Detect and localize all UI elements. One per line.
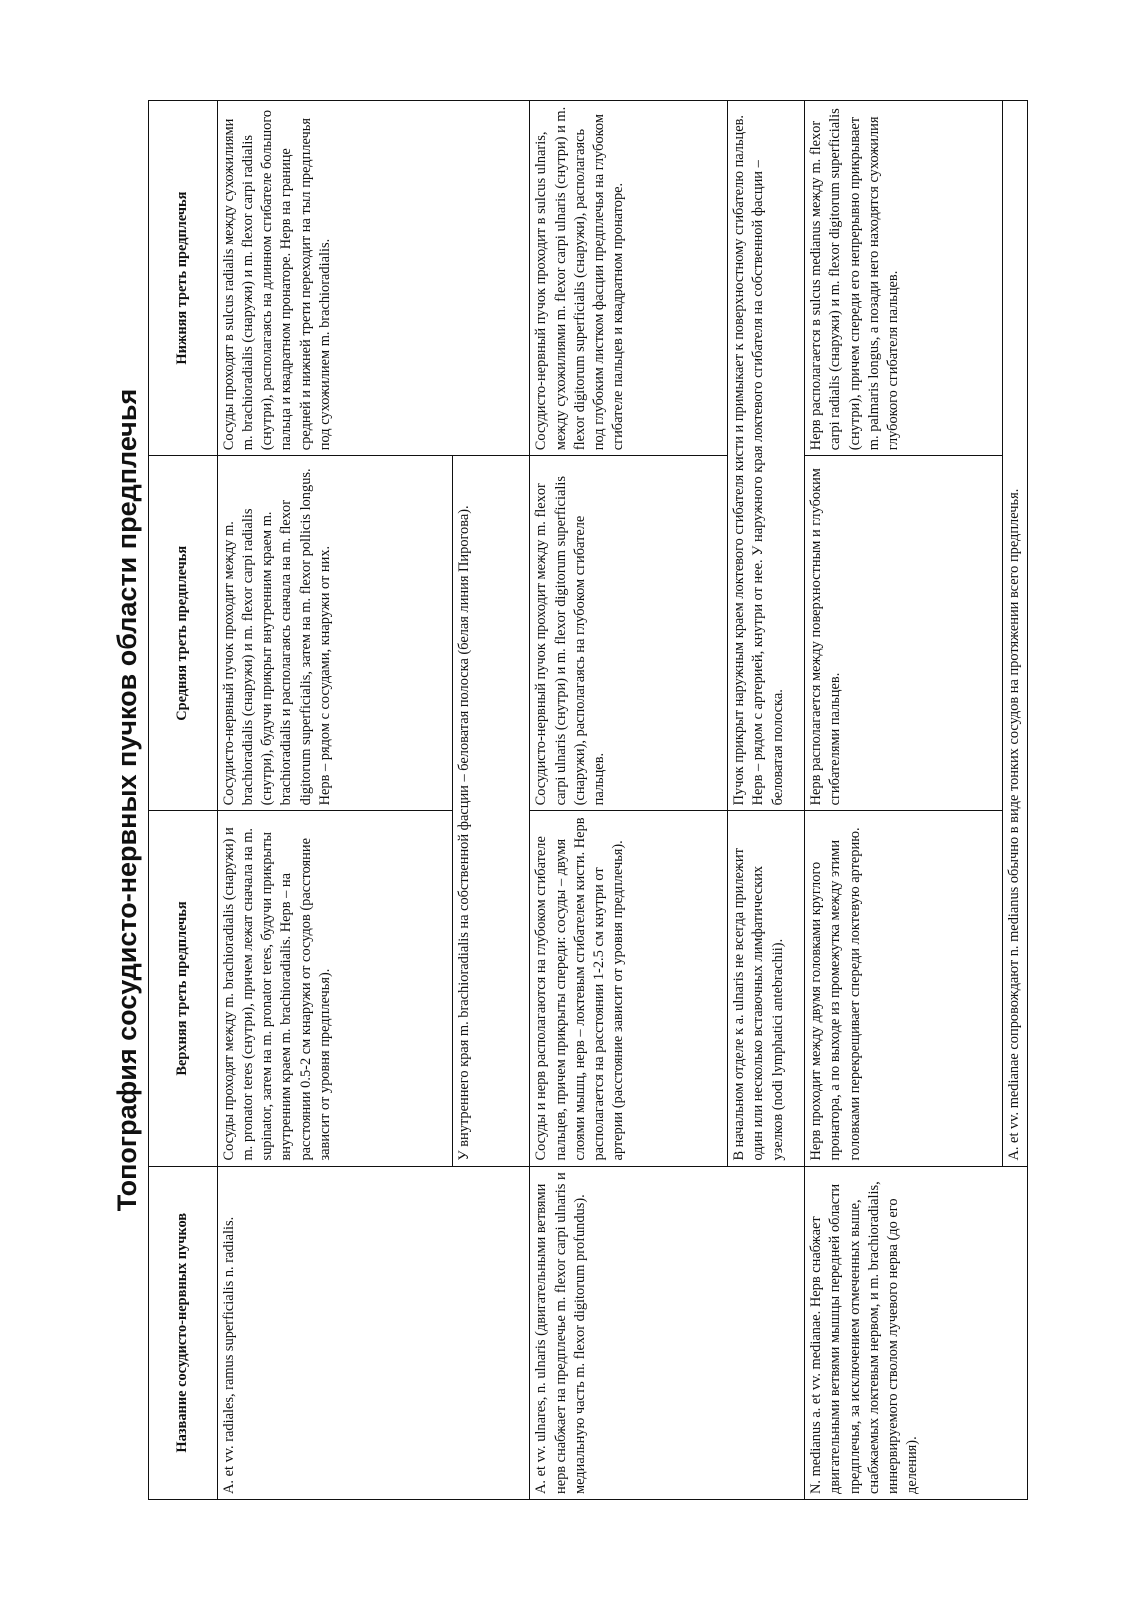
median-upper-cell: Нерв проходит между двумя головками круглого пронатора, а по выходе из промежутка между этими головками перекрещивает спереди локтевую артерию. xyxy=(805,811,1003,1166)
ulnar-lymph-cell: В начальном отделе к a. ulnaris не всегда прилежит один или несколько вставочных лимфатических узелков (nodi lymphatici antebrachii). xyxy=(728,811,805,1166)
radial-middle-cell: Сосудисто-нервный пучок проходит между m. brachioradialis (снаружи) и m. flexor carpi radialis (снутри), будучи прикрыт внутренним краем m. brachioradialis и располагаясь сначала на m. flexor digitorum superficialis, затем на m. flexor pollicis longus. Нерв – рядом с сосудами, кнаружи от них. xyxy=(218,456,453,811)
median-lower-cell: Нерв располагается в sulcus medianus между m. flexor carpi radialis (снаружи) и m. flexor digitorum superficialis (снутри), причем спереди его непрерывно прикрывает m. palmaris longus, а позади него находятся сухожилия глубокого сгибателя пальцев. xyxy=(805,101,1003,456)
header-upper-third: Верхняя треть предплечья xyxy=(149,811,218,1166)
table-row-median xyxy=(805,101,1003,1500)
ulnar-covered-cell: Пучок прикрыт наружным краем локтевого сгибателя кисти и примыкает к поверхностному сгибателю пальцев. Нерв – рядом с артерией, кнутри от нее. У наружного края локтевого сгибателя на собственной фасции – беловатая полоска. xyxy=(728,101,805,811)
radial-fascia-cell: У внутреннего края m. brachioradialis на собственной фасции – беловатая полоска (белая линия Пирогова). xyxy=(453,456,530,1166)
table-row-ulnar xyxy=(530,101,728,1500)
ulnar-lower-cell: Сосудисто-нервный пучок проходит в sulcus ulnaris, между сухожилиями m. flexor carpi ulnaris (снутри) и m. flexor digitorum superficialis (снаружи), располагаясь под глубоким листком фасции предплечья на глубоком сгибателе пальцев и квадратном пронаторе. xyxy=(530,101,728,456)
header-lower-third: Нижняя треть предплечья xyxy=(149,101,218,456)
document-title: Топография сосудисто-нервных пучков области предплечья xyxy=(112,388,142,1212)
table-header-row xyxy=(149,101,218,1500)
ulnar-name-cell: A. et vv. ulnares, n. ulnaris (двигательными ветвями нерв снабжает на предплечье m. flexor carpi ulnaris и медиальную часть m. flexor digitorum profundus). xyxy=(530,1166,805,1499)
ulnar-middle-cell: Сосудисто-нервный пучок проходит между m. flexor carpi ulnaris (снутри) и m. flexor digitorum superficialis (снаружи), располагаясь на глубоком сгибателе пальцев. xyxy=(530,456,728,811)
radial-name-cell: A. et vv. radiales, ramus superficialis n. radialis. xyxy=(218,1166,530,1499)
median-middle-cell: Нерв располагается между поверхностным и глубоким сгибателями пальцев. xyxy=(805,456,1003,811)
median-vessels-cell: A. et vv. medianae сопровождают n. medianus обычно в виде тонких сосудов на протяжении всего предплечья. xyxy=(1003,101,1028,1167)
topography-table xyxy=(148,100,1028,1500)
radial-lower-cell: Сосуды проходят в sulcus radialis между сухожилиями m. brachioradialis (снаружи) и m. flexor carpi radialis (снутри), располагаясь на длинном сгибателе большого пальца и квадратном пронаторе. Нерв на границе средней и нижней трети переходит на тыл предплечья под сухожилием m. brachioradialis. xyxy=(218,101,530,456)
table-row-radial xyxy=(218,101,453,1500)
header-middle-third: Средняя треть предплечья xyxy=(149,456,218,811)
header-bundle-name: Название сосудисто-нервных пучков xyxy=(149,1166,218,1499)
radial-upper-cell: Сосуды проходят между m. brachioradialis (снаружи) и m. pronator teres (снутри), причем лежат сначала на m. supinator, затем на m. pronator teres, будучи прикрыты внутренним краем m. brachioradialis. Нерв – на расстоянии 0.5-2 см кнаружи от сосудов (расстояние зависит от уровня предплечья). xyxy=(218,811,453,1166)
median-name-cell: N. medianus a. et vv. medianae. Нерв снабжает двигательными ветвями мышцы передней области предплечья, за исключением отмеченных выше, снабжаемых локтевым нервом, и m. brachioradialis, иннервируемого стволом лучевого нерва (до его деления). xyxy=(805,1166,1028,1499)
ulnar-upper-cell: Сосуды и нерв располагаются на глубоком сгибателе пальцев, причем прикрыты спереди: сосуды – двумя слоями мышц, нерв – локтевым сгибателем кисти. Нерв располагается на расстоянии 1-2.5 см кнутри от артерии (расстояние зависит от уровня предплечья). xyxy=(530,811,728,1166)
